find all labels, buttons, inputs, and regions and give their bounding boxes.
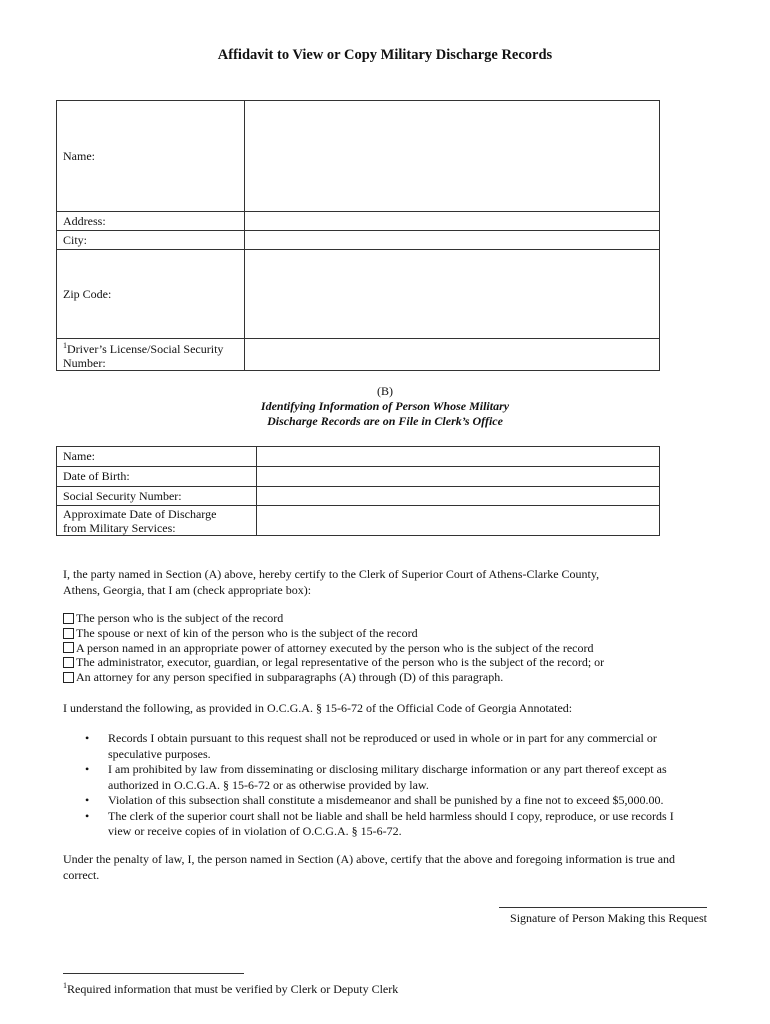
list-item xyxy=(63,793,713,809)
certify-text-line2: Athens, Georgia, that I am (check appropriate box): xyxy=(63,583,312,597)
address-label: Address: xyxy=(57,212,245,231)
bullet-line2: view or receive copies of in violation of O.C.G.A. § 15-6-72. xyxy=(108,824,402,838)
checkbox-option[interactable] xyxy=(63,611,604,626)
bullet-icon: • xyxy=(85,731,90,745)
name-label: Name: xyxy=(57,101,245,212)
city-field[interactable] xyxy=(245,231,660,250)
footnote-text: Required information that must be verified by Clerk or Deputy Clerk xyxy=(67,982,399,996)
footnote-marker: 1 xyxy=(63,981,67,990)
footnote-divider xyxy=(63,973,244,974)
understand-text: I understand the following, as provided in O.C.G.A. § 15-6-72 of the Official Code of Georgia Annotated: xyxy=(63,701,573,715)
zip-label: Zip Code: xyxy=(57,250,245,339)
page-title: Affidavit to View or Copy Military Discharge Records xyxy=(217,47,553,63)
signature-label: Signature of Person Making this Request xyxy=(510,911,707,925)
penalty-text-line2: correct. xyxy=(63,868,100,882)
bullet-icon: • xyxy=(85,762,90,776)
checkbox-label: A person named in an appropriate power of attorney executed by the person who is the subject of the record xyxy=(76,640,594,655)
checkbox-option[interactable] xyxy=(63,626,604,641)
certify-text xyxy=(63,566,599,598)
discharge-label-line2: from Military Services: xyxy=(63,520,176,535)
city-label: City: xyxy=(57,231,245,250)
bullet-line1: I am prohibited by law from disseminating or disclosing military discharge information or any part thereof except as xyxy=(108,762,667,776)
bullet-line1: Records I obtain pursuant to this request shall not be reproduced or used in whole or in part for any commercial or xyxy=(108,731,657,745)
section-b-subheading-line1: Identifying Information of Person Whose Military xyxy=(260,399,510,413)
checkbox-attorney[interactable] xyxy=(63,672,74,683)
checkbox-option[interactable] xyxy=(63,655,604,670)
bullet-icon: • xyxy=(85,793,90,807)
bullet-line2: authorized in O.C.G.A. § 15-6-72 or as otherwise provided by law. xyxy=(108,777,429,792)
section-a-table xyxy=(56,100,660,371)
section-b-table xyxy=(56,446,660,536)
bullet-line1: Violation of this subsection shall constitute a misdemeanor and shall be punished by a fine not to exceed $5,000.00. xyxy=(108,793,664,807)
address-field[interactable] xyxy=(245,212,660,231)
license-label-line1: Driver’s License/Social Security xyxy=(67,342,224,356)
list-item xyxy=(63,731,713,762)
section-b-label: (B) xyxy=(377,384,393,398)
b-name-field[interactable] xyxy=(257,447,660,467)
checkbox-label: The spouse or next of kin of the person who is the subject of the record xyxy=(76,625,418,640)
ssn-label: Social Security Number: xyxy=(57,487,257,506)
discharge-date-label xyxy=(57,506,257,536)
checkbox-label: The person who is the subject of the record xyxy=(76,611,284,625)
bullet-icon: • xyxy=(85,808,90,823)
discharge-date-field[interactable] xyxy=(257,506,660,536)
bullet-line2: speculative purposes. xyxy=(108,746,211,761)
list-item xyxy=(63,762,713,793)
checkbox-label: An attorney for any person specified in subparagraphs (A) through (D) of this paragraph. xyxy=(76,670,504,685)
checkbox-subject[interactable] xyxy=(63,613,74,624)
checkbox-option[interactable] xyxy=(63,670,604,685)
section-b-heading xyxy=(0,384,770,429)
checkbox-power-of-attorney[interactable] xyxy=(63,642,74,653)
checkbox-spouse[interactable] xyxy=(63,628,74,639)
name-field[interactable] xyxy=(245,101,660,212)
zip-field[interactable] xyxy=(245,250,660,339)
license-label-line2: Number: xyxy=(63,356,106,370)
checkbox-label: The administrator, executor, guardian, or legal representative of the person who is the subject of the record; or xyxy=(76,655,605,670)
section-b-subheading-line2: Discharge Records are on File in Clerk’s Office xyxy=(267,414,503,428)
penalty-text-line1: Under the penalty of law, I, the person named in Section (A) above, certify that the above and foregoing information is true and xyxy=(63,852,676,866)
license-footnote-marker: 1 xyxy=(63,341,67,350)
conditions-list xyxy=(63,731,713,840)
certify-text-line1: I, the party named in Section (A) above, hereby certify to the Clerk of Superior Court of Athens-Clarke County, xyxy=(63,567,600,581)
license-field[interactable] xyxy=(245,339,660,371)
b-name-label: Name: xyxy=(57,447,257,467)
checkbox-option[interactable] xyxy=(63,641,604,656)
signature-line[interactable] xyxy=(499,907,707,908)
bullet-line1: The clerk of the superior court shall not be liable and shall be held harmless should I copy, reproduce, or use records I xyxy=(108,808,674,823)
list-item xyxy=(63,809,713,840)
discharge-label-line1: Approximate Date of Discharge xyxy=(63,506,217,521)
ssn-field[interactable] xyxy=(257,487,660,506)
dob-field[interactable] xyxy=(257,467,660,487)
penalty-text xyxy=(63,851,675,883)
dob-label: Date of Birth: xyxy=(57,467,257,487)
checkbox-administrator[interactable] xyxy=(63,657,74,668)
footnote xyxy=(63,981,398,997)
license-label xyxy=(57,339,245,371)
relationship-checkbox-list xyxy=(63,611,604,685)
